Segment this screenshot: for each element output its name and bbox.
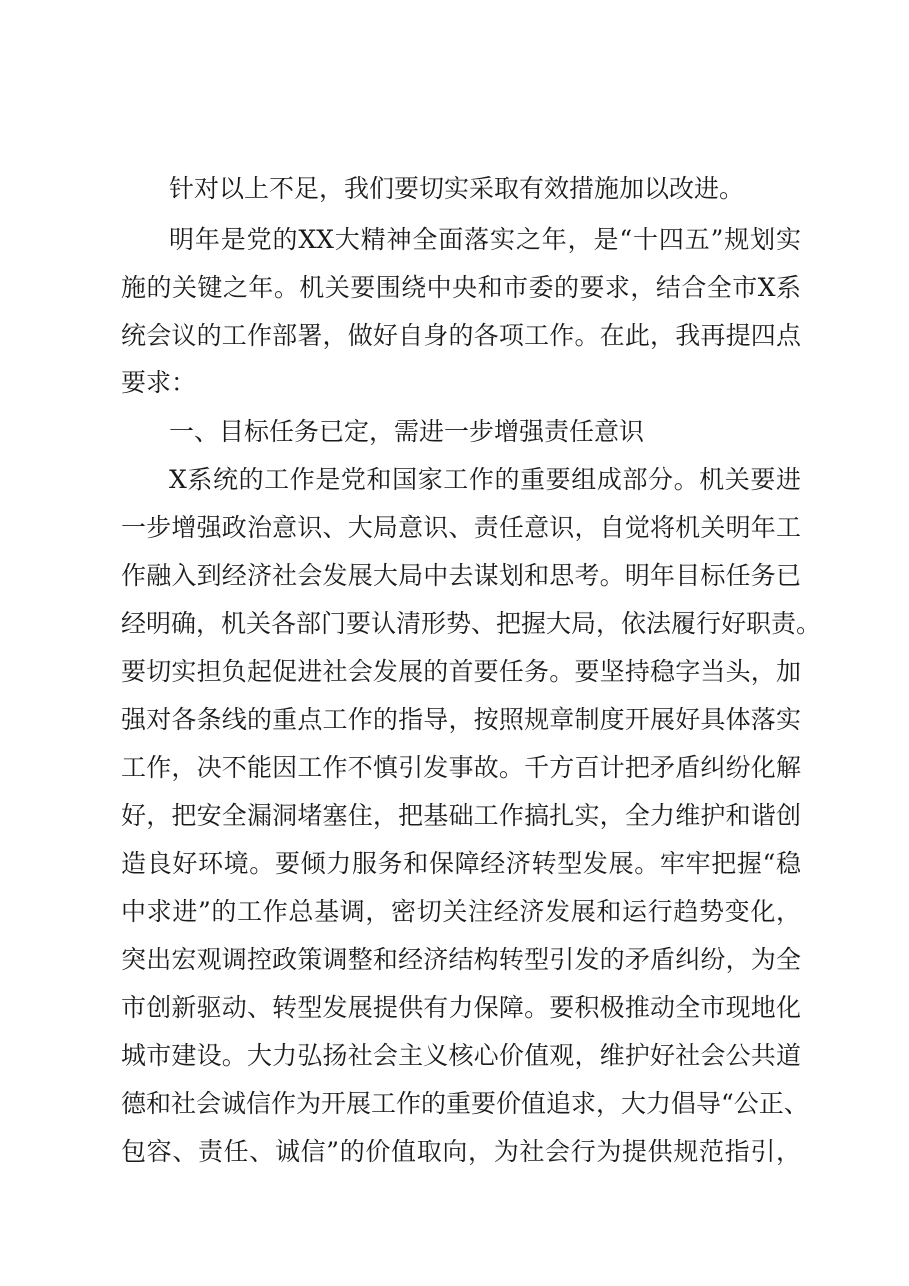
paragraph-line: 突出宏观调控政策调整和经济结构转型引发的矛盾纠纷，为全 — [121, 945, 801, 974]
paragraph-line: 市创新驱动、转型发展提供有力保障。要积极推动全市现地化 — [121, 993, 801, 1022]
paragraph-line: 德和社会诚信作为开展工作的重要价值追求，大力倡导“公正、 — [121, 1089, 809, 1118]
paragraph-line: 一步增强政治意识、大局意识、责任意识，自觉将机关明年工 — [121, 513, 801, 542]
paragraph-line: X系统的工作是党和国家工作的重要组成部分。机关要进 — [169, 465, 801, 494]
paragraph-line: 强对各条线的重点工作的指导，按照规章制度开展好具体落实 — [121, 705, 801, 734]
paragraph-line: 施的关键之年。机关要围绕中央和市委的要求，结合全市X系 — [121, 273, 801, 302]
paragraph-line: 统会议的工作部署，做好自身的各项工作。在此，我再提四点 — [121, 321, 801, 350]
paragraph-line: 中求进”的工作总基调，密切关注经济发展和运行趋势变化， — [121, 897, 801, 926]
paragraph-line: 明年是党的XX大精神全面落实之年，是“十四五”规划实 — [169, 225, 801, 254]
paragraph-intro: 针对以上不足，我们要切实采取有效措施加以改进。 — [169, 174, 745, 203]
section-heading: 一、目标任务已定，需进一步增强责任意识 — [169, 417, 645, 446]
paragraph-line: 城市建设。大力弘扬社会主义核心价值观，维护好社会公共道 — [121, 1041, 801, 1070]
paragraph-line: 工作，决不能因工作不慎引发事故。千方百计把矛盾纠纷化解 — [121, 753, 801, 782]
paragraph-line: 要切实担负起促进社会发展的首要任务。要坚持稳字当头，加 — [121, 657, 801, 686]
paragraph-line: 好，把安全漏洞堵塞住，把基础工作搞扎实，全力维护和谐创 — [121, 801, 801, 830]
paragraph-line: 要求： — [121, 368, 197, 397]
paragraph-line: 经明确，机关各部门要认清形势、把握大局，依法履行好职责。 — [121, 609, 822, 638]
paragraph-line: 造良好环境。要倾力服务和保障经济转型发展。牢牢把握“稳 — [121, 849, 801, 878]
paragraph-line: 包容、责任、诚信”的价值取向，为社会行为提供规范指引， — [121, 1137, 801, 1166]
paragraph-line: 作融入到经济社会发展大局中去谋划和思考。明年目标任务已 — [121, 561, 801, 590]
